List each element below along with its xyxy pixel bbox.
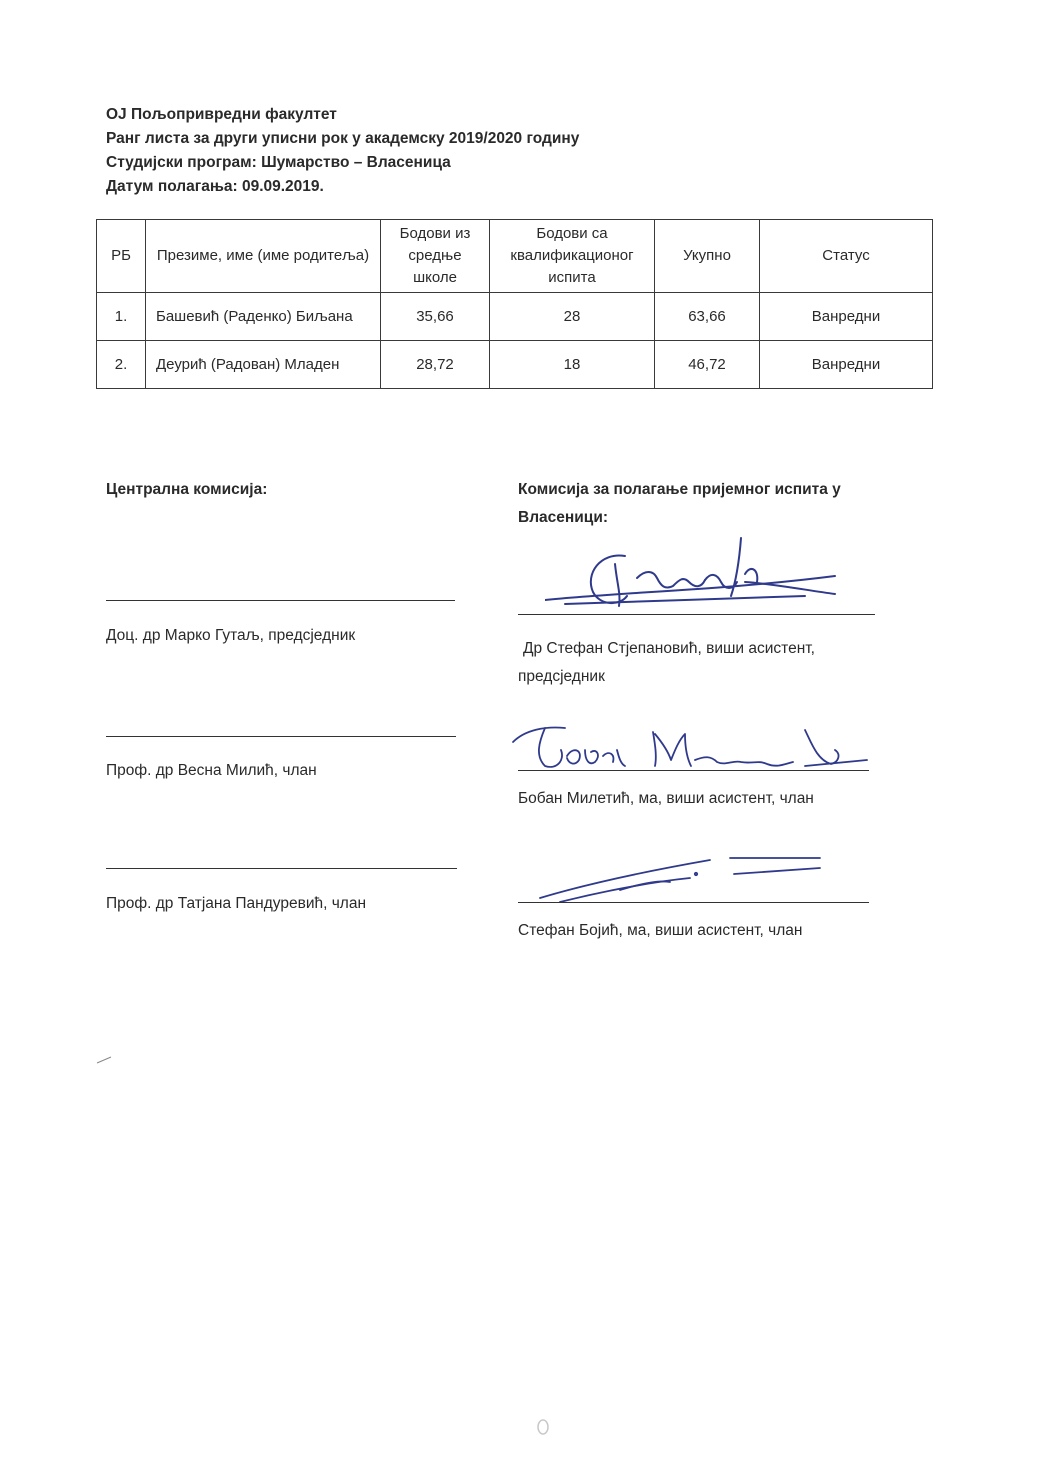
ranking-table bbox=[96, 219, 933, 389]
cell-school-points: 28,72 bbox=[381, 341, 490, 389]
exam-member-1-line1: Др Стефан Стјепановић, виши асистент, bbox=[523, 640, 815, 657]
exam-commission-title-line1: Комисија за полагање пријемног испита у bbox=[518, 481, 841, 498]
header-status: Статус bbox=[760, 220, 933, 293]
signature-line bbox=[518, 770, 869, 771]
header-school-points: Бодови из средње школе bbox=[381, 220, 490, 293]
signature-miletic bbox=[505, 720, 875, 780]
cell-total: 63,66 bbox=[655, 293, 760, 341]
document-header bbox=[106, 103, 579, 199]
cell-exam-points: 18 bbox=[490, 341, 655, 389]
signature-stjepanovic bbox=[545, 534, 845, 634]
study-program: Студијски програм: Шумарство – Власеница bbox=[106, 154, 451, 171]
header-total: Укупно bbox=[655, 220, 760, 293]
faculty-name: ОЈ Пољопривредни факултет bbox=[106, 106, 337, 123]
header-name: Презиме, име (име родитеља) bbox=[146, 220, 381, 293]
central-member-2: Проф. др Весна Милић, члан bbox=[106, 762, 317, 779]
signature-line bbox=[518, 614, 875, 615]
cell-status: Ванредни bbox=[760, 341, 933, 389]
exam-member-3: Стефан Бојић, ма, виши асистент, члан bbox=[518, 922, 803, 939]
cell-status: Ванредни bbox=[760, 293, 933, 341]
document-title: Ранг листа за други уписни рок у академску 2019/2020 годину bbox=[106, 130, 580, 147]
exam-member-2: Бобан Милетић, ма, виши асистент, члан bbox=[518, 790, 814, 807]
exam-commission-title-line2: Власеници: bbox=[518, 509, 609, 526]
cell-rb: 2. bbox=[97, 341, 146, 389]
cell-exam-points: 28 bbox=[490, 293, 655, 341]
exam-date: Датум полагања: 09.09.2019. bbox=[106, 178, 324, 195]
table-header-row bbox=[97, 220, 933, 293]
header-exam-points: Бодови са квалификационог испита bbox=[490, 220, 655, 293]
cell-name: Башевић (Раденко) Биљана bbox=[146, 293, 381, 341]
exam-member-1-line2: предсједник bbox=[518, 668, 605, 685]
scan-mark bbox=[95, 1055, 115, 1065]
signature-line bbox=[518, 902, 869, 903]
cell-name: Деурић (Радован) Младен bbox=[146, 341, 381, 389]
cell-school-points: 35,66 bbox=[381, 293, 490, 341]
signature-line bbox=[106, 600, 455, 601]
cell-rb: 1. bbox=[97, 293, 146, 341]
central-commission-title: Централна комисија: bbox=[106, 481, 268, 498]
signature-line bbox=[106, 868, 457, 869]
table-row bbox=[97, 341, 933, 389]
central-member-1: Доц. др Марко Гутаљ, предсједник bbox=[106, 627, 356, 644]
central-member-3: Проф. др Татјана Пандуревић, члан bbox=[106, 895, 367, 912]
cell-total: 46,72 bbox=[655, 341, 760, 389]
header-rb: РБ bbox=[97, 220, 146, 293]
table-row bbox=[97, 293, 933, 341]
signature-bojic bbox=[520, 848, 840, 908]
scan-mark bbox=[534, 1416, 552, 1438]
signature-line bbox=[106, 736, 456, 737]
